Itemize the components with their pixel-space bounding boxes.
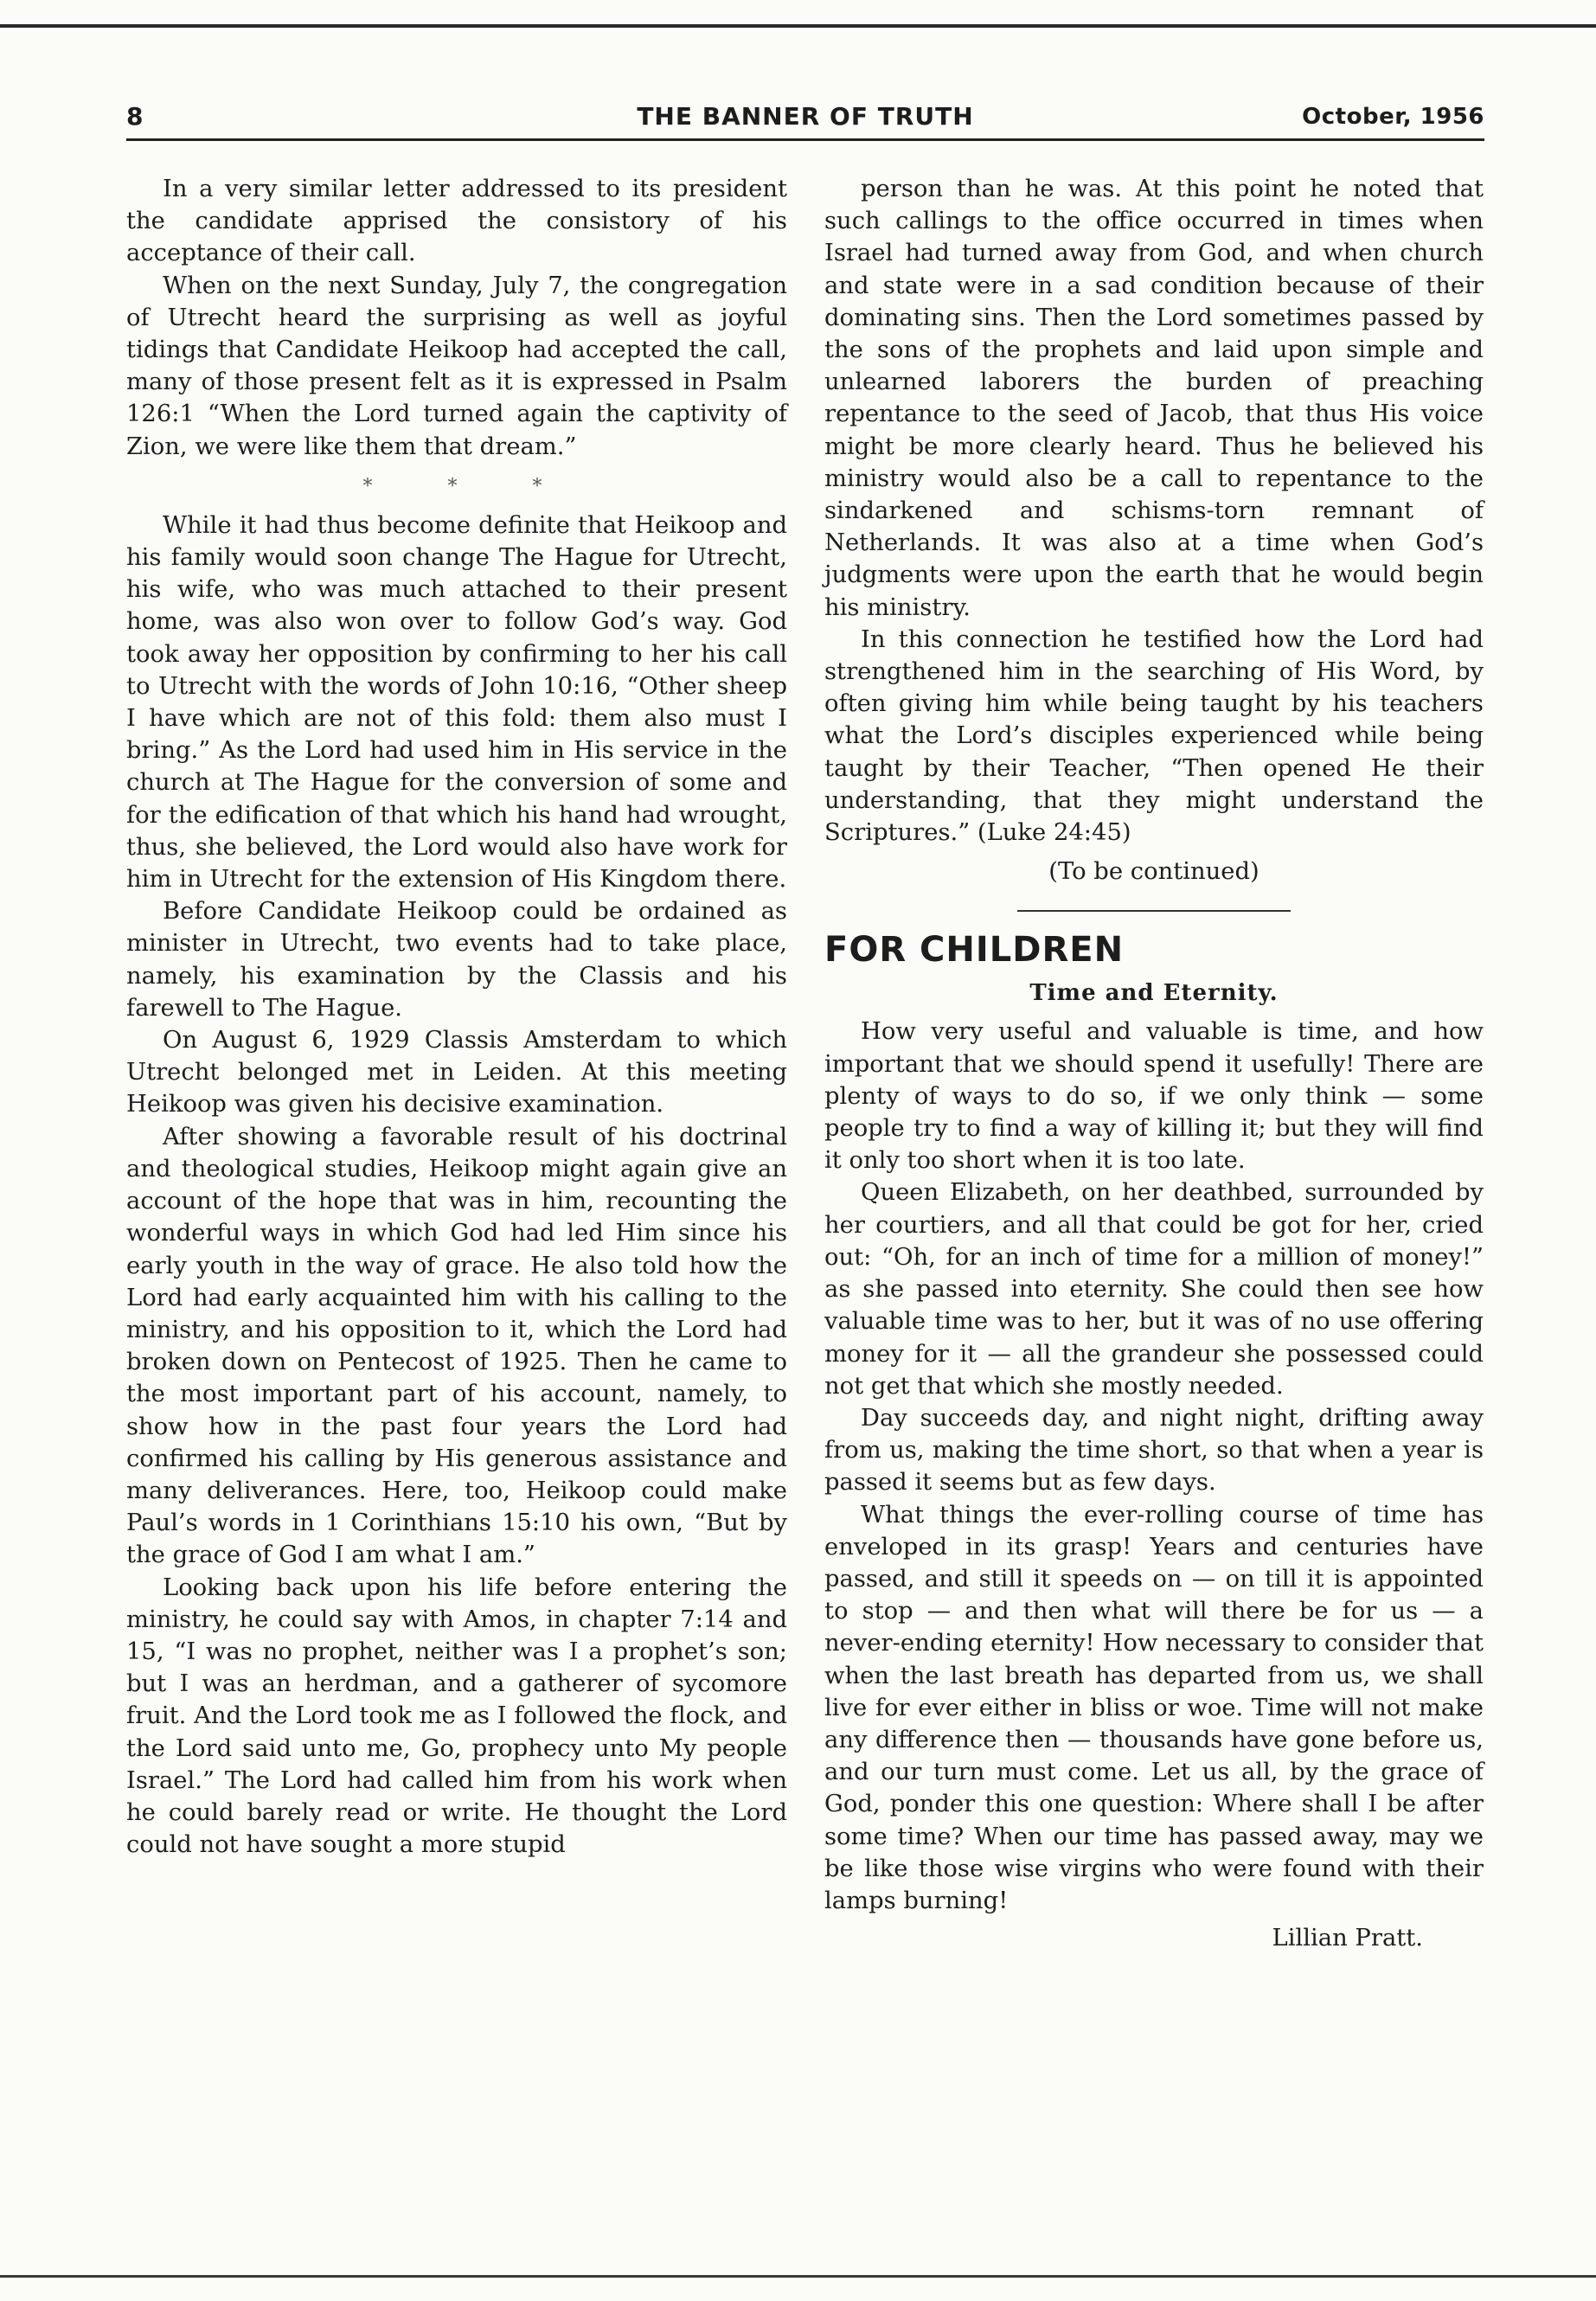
paragraph: Queen Elizabeth, on her deathbed, surrounded by her courtiers, and all that could be got for her, cried out: “Oh, for an inch of time for a million of money!” as she passed into eternity. She could then see how valuable time was to her, but it was of no use offering money for it — all the grandeur she possessed could not get that which she mostly needed. bbox=[824, 1179, 1484, 1400]
paragraph: What things the ever-rolling course of time has enveloped in its grasp! Years and centuries have passed, and still it speeds on — on till it is appointed to stop — and then what will there be for us — a never-ending eternity! How necessary to consider that when the last breath has departed from us, we shall live for ever either in bliss or woe. Time will not make any difference then — thousands have gone before us, and our turn must come. Let us all, by the grace of God, ponder this one question: Where shall I be after some time? When our time has passed away, may we be like those wise virgins who were found with their lamps burning! bbox=[824, 1501, 1484, 1914]
section-separator: * * * bbox=[362, 475, 577, 497]
header-rule bbox=[126, 138, 1484, 141]
issue-date: October, 1956 bbox=[1302, 104, 1484, 130]
left-column bbox=[126, 173, 787, 1861]
right-column bbox=[824, 173, 1484, 1954]
paragraph: How very useful and valuable is time, and how important that we should spend it usefully! There are plenty of ways to do so, if we only think — some people try to find a way of killing it; but they will find it only too short when it is too late. bbox=[824, 1018, 1484, 1175]
page-top-rule bbox=[0, 24, 1596, 28]
paragraph: In a very similar letter addressed to its president the candidate apprised the consistory of his acceptance of their call. bbox=[126, 176, 787, 267]
paragraph: Day succeeds day, and night night, drifting away from us, making the time short, so that when a year is passed it seems but as few days. bbox=[824, 1404, 1484, 1497]
paragraph: While it had thus become definite that Heikoop and his family would soon change The Hague for Utrecht, his wife, who was much attached to their present home, was also won over to follow God’s way. God took away her opposition by confirming to her his call to Utrecht with the words of John 10:16, “Other sheep I have which are not of this fold: them also must I bring.” As the Lord had used him in His service in the church at The Hague for the conversion of some and for the edification of that which his hand had wrought, thus, she believed, the Lord would also have work for him in Utrecht for the extension of His Kingdom there. bbox=[126, 511, 787, 894]
masthead-title: THE BANNER OF TRUTH bbox=[637, 102, 974, 131]
section-rule bbox=[1017, 910, 1291, 912]
section-heading: FOR CHILDREN bbox=[824, 930, 1125, 971]
page-bottom-rule bbox=[0, 2275, 1596, 2278]
paragraph: person than he was. At this point he noted that such callings to the office occurred in times when Israel had turned away from God, and when church and state were in a sad condition because of their dominating sins. Then the Lord sometimes passed by the sons of the prophets and laid upon simple and unlearned laborers the burden of preaching repentance to the seed of Jacob, that thus His voice might be more clearly heard. Thus he believed his ministry would also be a call to repentance to the sindarkened and schisms-torn remnant of Netherlands. It was also at a time when God’s judgments were upon the earth that he would begin his ministry. bbox=[824, 176, 1484, 621]
paragraph: Before Candidate Heikoop could be ordained as minister in Utrecht, two events had to take place, namely, his examination by the Classis and his farewell to The Hague. bbox=[126, 898, 787, 1022]
author-signature: Lillian Pratt. bbox=[1272, 1925, 1423, 1952]
paragraph: On August 6, 1929 Classis Amsterdam to which Utrecht belonged met in Leiden. At this meeting Heikoop was given his decisive examination. bbox=[126, 1027, 787, 1118]
paragraph: When on the next Sunday, July 7, the congregation of Utrecht heard the surprising as well as joyful tidings that Candidate Heikoop had accepted the call, many of those present felt as it is expressed in Psalm 126:1 “When the Lord turned again the captivity of Zion, we were like them that dream.” bbox=[126, 272, 787, 460]
article-title: Time and Eternity. bbox=[1029, 980, 1279, 1007]
page-number: 8 bbox=[126, 102, 144, 131]
running-header bbox=[126, 102, 1484, 138]
paragraph: In this connection he testified how the Lord had strengthened him in the searching of His Word, by often giving him while being taught by his teachers what the Lord’s disciples experienced while being taught by their Teacher, “Then opened He their understanding, that they might understand the Scriptures.” (Luke 24:45) bbox=[824, 625, 1484, 847]
paragraph: After showing a favorable result of his doctrinal and theological studies, Heikoop might again give an account of the hope that was in him, recounting the wonderful ways in which God had led Him since his early youth in the way of grace. He also told how the Lord had early acquainted him with his calling to the ministry, and his opposition to it, which the Lord had broken down on Pentecost of 1925. Then he came to the most important part of his account, namely, to show how in the past four years the Lord had confirmed his calling by His generous assistance and many deliverances. Here, too, Heikoop could make Paul’s words in 1 Corinthians 15:10 his own, “But by the grace of God I am what I am.” bbox=[126, 1123, 787, 1569]
paragraph: Looking back upon his life before entering the ministry, he could say with Amos, in chapter 7:14 and 15, “I was no prophet, neither was I a prophet’s son; but I was an herdman, and a gatherer of sycomore fruit. And the Lord took me as I followed the flock, and the Lord said unto me, Go, prophecy unto My people Israel.” The Lord had called him from his work when he could barely read or write. He thought the Lord could not have sought a more stupid bbox=[126, 1574, 787, 1859]
continued-note: (To be continued) bbox=[1048, 858, 1259, 886]
